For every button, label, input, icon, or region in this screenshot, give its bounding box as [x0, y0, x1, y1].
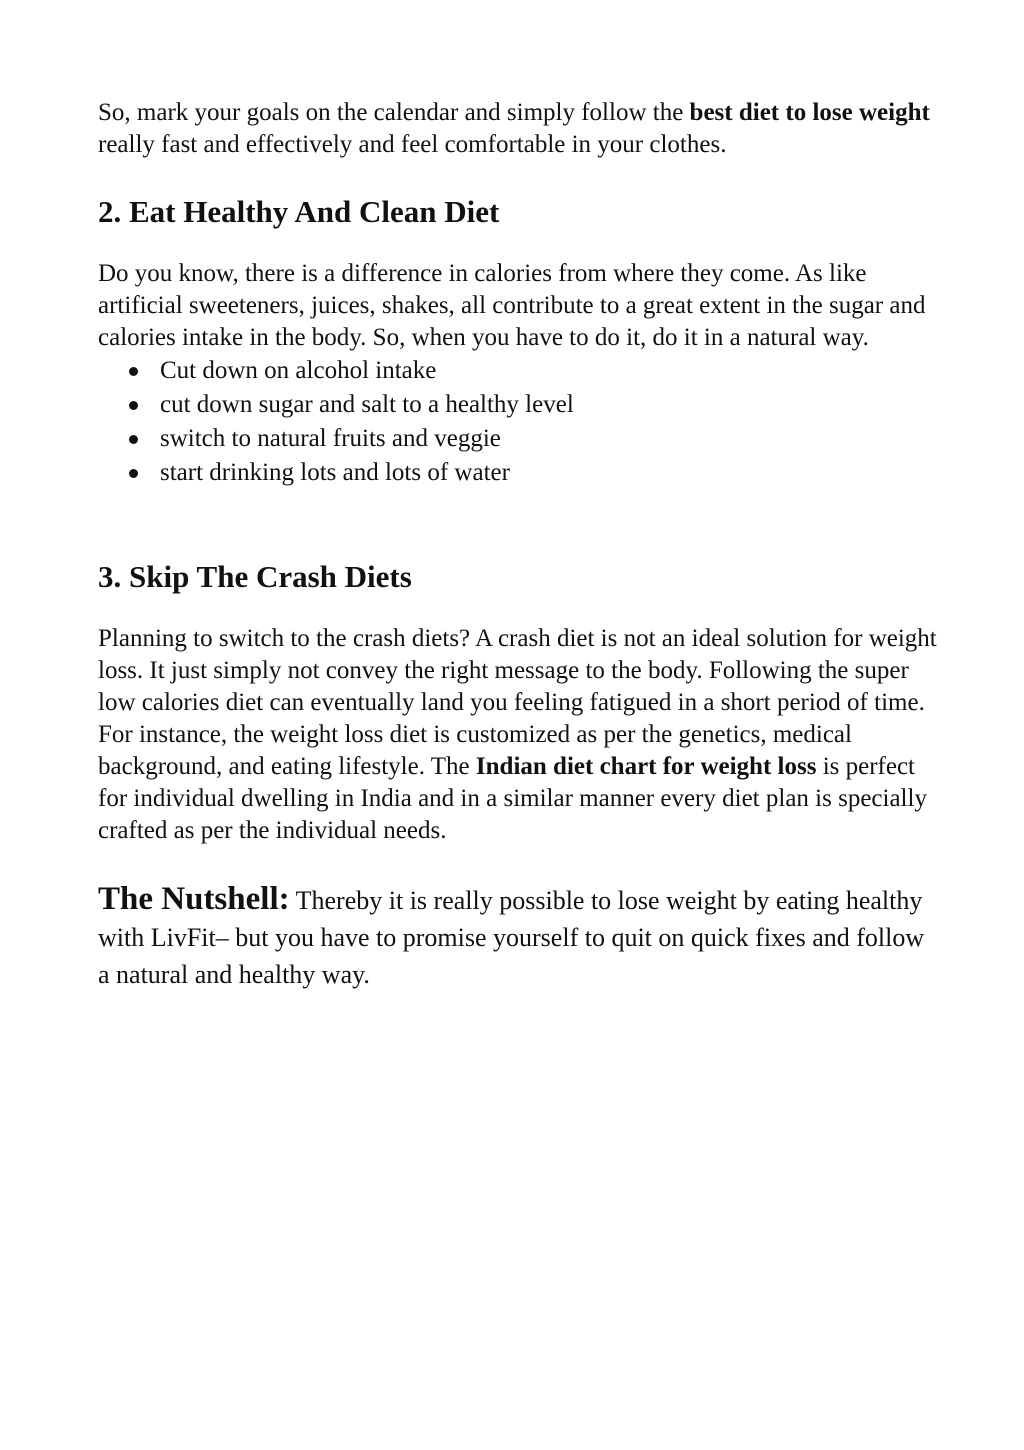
bullet-text: start drinking lots and lots of water — [160, 459, 510, 486]
eat-healthy-bullet-list — [98, 354, 938, 490]
bullet-dot-icon — [129, 469, 138, 478]
bullet-item — [98, 388, 938, 422]
best-diet-keyword: best diet to lose weight — [689, 99, 930, 126]
crash-diets-paragraph: Planning to switch to the crash diets? A crash diet is not an ideal solution for weight loss. It just simply not convey the right message to the body. Following the super low calories diet can eventually land you feeling fatigued in a short period of time. — [98, 625, 937, 716]
crash-diets-heading: 3. Skip The Crash Diets — [98, 559, 412, 594]
eat-healthy-heading: 2. Eat Healthy And Clean Diet — [98, 194, 500, 229]
intro-text-start: So, mark your goals on the calendar and simply follow the — [98, 99, 690, 126]
intro-text-end: really fast and effectively and feel comfortable in your clothes. — [98, 131, 727, 158]
bullet-dot-icon — [129, 367, 138, 376]
indian-diet-chart-keyword: Indian diet chart for weight loss — [475, 753, 817, 780]
instance-text-end: is perfect for individual dwelling in India and in a similar manner every diet plan is specially crafted as per the individual needs. — [98, 753, 927, 844]
bullet-text: cut down sugar and salt to a healthy level — [160, 391, 574, 418]
nutshell-paragraph — [98, 881, 938, 993]
instance-text-start: For instance, the weight loss diet is customized as per the genetics, medical background, and eating lifestyle. The — [98, 721, 852, 780]
eat-healthy-paragraph: Do you know, there is a difference in calories from where they come. As like artificial sweeteners, juices, shakes, all contribute to a great extent in the sugar and calories intake in the body. So, when you have to do it, do it in a natural way. — [98, 260, 926, 351]
bullet-text: switch to natural fruits and veggie — [160, 425, 501, 452]
bullet-dot-icon — [129, 401, 138, 410]
bullet-item — [98, 354, 938, 388]
intro-paragraph — [98, 97, 938, 161]
bullet-item — [98, 422, 938, 456]
document-page — [98, 97, 938, 993]
instance-paragraph — [98, 719, 938, 847]
bullet-dot-icon — [129, 435, 138, 444]
nutshell-label: The Nutshell: — [98, 881, 290, 917]
bullet-text: Cut down on alcohol intake — [160, 357, 437, 384]
bullet-item — [98, 456, 938, 490]
nutshell-text: Thereby it is really possible to lose weight by eating healthy with LivFit– but you have to promise yourself to quit on quick fixes and follow a natural and healthy way. — [98, 886, 925, 989]
